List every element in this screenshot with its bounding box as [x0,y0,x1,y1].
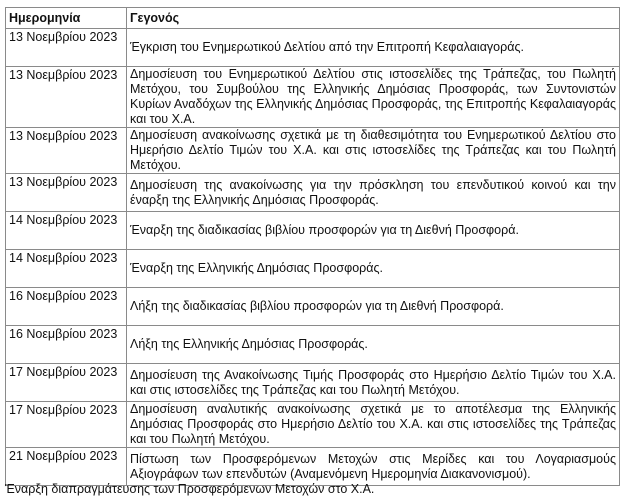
table-row [6,29,620,67]
truncated-row-text: Έναρξη διαπραγμάτευσης των Προσφερόμενων Μετοχών στο Χ.Α. [5,482,375,496]
row-event: Δημοσίευση της Ανακοίνωσης Τιμής Προσφοράς στο Ημερήσιο Δελτίο Τιμών του Χ.Α. και στις ιστοσελίδες της Τράπεζας και του Πωλητή Μετόχου. [127,364,620,402]
table-row [6,174,620,212]
row-date: 13 Νοεμβρίου 2023 [6,128,127,174]
table-row [6,326,620,364]
row-date: 17 Νοεμβρίου 2023 [6,402,127,448]
row-event: Δημοσίευση αναλυτικής ανακοίνωσης σχετικά με το αποτέλεσμα της Ελληνικής Δημόσιας Προσφοράς στο Ημερήσιο Δελτίο του Χ.Α. και στις ιστοσελίδες της Τράπεζας και του Πωλητή Μετόχου. [127,402,620,448]
row-event: Έγκριση του Ενημερωτικού Δελτίου από την Επιτροπή Κεφαλαιαγοράς. [127,29,620,67]
schedule-table-container [5,7,619,486]
row-date: 21 Νοεμβρίου 2023 [6,448,127,486]
header-date: Ημερομηνία [6,8,127,29]
schedule-table [5,7,620,486]
row-event: Έναρξη της Ελληνικής Δημόσιας Προσφοράς. [127,250,620,288]
header-event: Γεγονός [127,8,620,29]
row-date: 14 Νοεμβρίου 2023 [6,250,127,288]
row-date: 14 Νοεμβρίου 2023 [6,212,127,250]
table-row [6,67,620,128]
table-row [6,250,620,288]
row-event: Λήξη της Ελληνικής Δημόσιας Προσφοράς. [127,326,620,364]
row-date: 16 Νοεμβρίου 2023 [6,326,127,364]
row-event: Δημοσίευση του Ενημερωτικού Δελτίου στις ιστοσελίδες της Τράπεζας, του Πωλητή Μετόχου, του Συμβούλου της Ελληνικής Δημόσιας Προσφοράς, των Συντονιστών Κυρίων Αναδόχων της Ελληνικής Δημόσιας Προσφοράς, της Επιτροπής Κεφαλαιαγοράς και του Χ.Α. [127,67,620,128]
row-date: 13 Νοεμβρίου 2023 [6,67,127,128]
table-header-row [6,8,620,29]
table-row [6,448,620,486]
table-row [6,402,620,448]
row-event: Δημοσίευση της ανακοίνωσης για την πρόσκληση του επενδυτικού κοινού και την έναρξη της Ελληνικής Δημόσιας Προσφοράς. [127,174,620,212]
row-date: 13 Νοεμβρίου 2023 [6,29,127,67]
row-date: 16 Νοεμβρίου 2023 [6,288,127,326]
row-event: Δημοσίευση ανακοίνωσης σχετικά με τη διαθεσιμότητα του Ενημερωτικού Δελτίου στο Ημερήσιο Δελτίο Τιμών του Χ.Α. και στις ιστοσελίδες της Τράπεζας και του Πωλητή Μετόχου. [127,128,620,174]
table-row [6,364,620,402]
table-row [6,128,620,174]
row-event: Έναρξη της διαδικασίας βιβλίου προσφορών για τη Διεθνή Προσφορά. [127,212,620,250]
row-date: 17 Νοεμβρίου 2023 [6,364,127,402]
row-date: 13 Νοεμβρίου 2023 [6,174,127,212]
table-row [6,212,620,250]
table-row [6,288,620,326]
truncated-next-row [5,482,619,497]
row-event: Λήξη της διαδικασίας βιβλίου προσφορών για τη Διεθνή Προσφορά. [127,288,620,326]
row-event: Πίστωση των Προσφερόμενων Μετοχών στις Μερίδες και του Λογαριασμούς Αξιογράφων των επενδυτών (Αναμενόμενη Ημερομηνία Διακανονισμού). [127,448,620,486]
